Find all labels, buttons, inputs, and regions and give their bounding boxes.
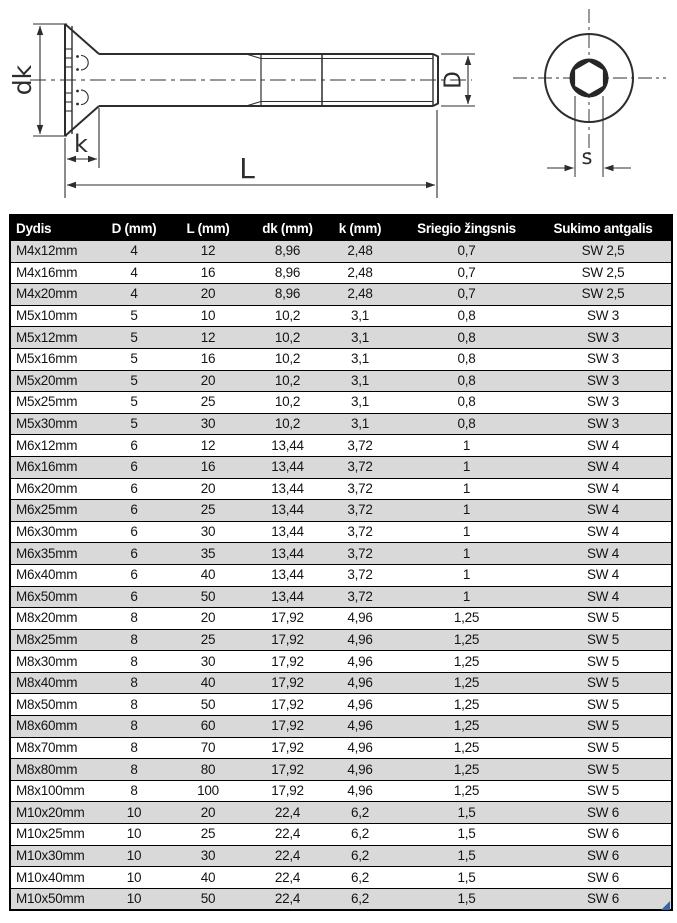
cell-value: 25 (200, 826, 216, 842)
cell-value: SW 3 (586, 308, 619, 324)
cell-value: 8 (130, 696, 138, 712)
cell-size: M4x12mm (16, 243, 78, 259)
table-row (10, 629, 672, 651)
cell-value: 1,25 (453, 718, 480, 734)
cell-value: 3,72 (347, 437, 373, 453)
table-row (10, 802, 672, 824)
cell-value: 8,96 (274, 286, 301, 302)
table-row (10, 284, 672, 306)
cell-size: M8x40mm (16, 675, 78, 691)
cell-value: SW 3 (586, 329, 619, 345)
cell-value: SW 5 (586, 761, 619, 777)
cell-value: 4,96 (347, 696, 373, 712)
cell-value: SW 5 (586, 653, 619, 669)
cell-value: 3,72 (347, 567, 373, 583)
cell-value: 17,92 (271, 631, 304, 647)
table-row (10, 564, 672, 586)
table-row (10, 327, 672, 349)
cell-value: 10 (126, 891, 142, 907)
cell-size: M6x30mm (16, 524, 78, 540)
cell-value: 17,92 (271, 718, 304, 734)
cell-size: M6x16mm (16, 459, 78, 475)
cell-value: 17,92 (271, 783, 304, 799)
column-header: L (mm) (163, 215, 253, 241)
cell-value: 13,44 (271, 545, 304, 561)
table-row (10, 370, 672, 392)
cell-value: SW 6 (586, 891, 619, 907)
cell-value: 20 (200, 480, 216, 496)
cell-size: M6x40mm (16, 567, 78, 583)
label-head-diameter: dk (8, 64, 37, 96)
cell-value: 0,8 (457, 394, 476, 410)
cell-value: 6 (130, 437, 138, 453)
cell-value: SW 3 (586, 351, 619, 367)
cell-value: 4,96 (347, 739, 373, 755)
table-row (10, 824, 672, 846)
cell-size: M10x40mm (16, 869, 85, 885)
cell-value: 17,92 (271, 696, 304, 712)
cell-value: 8 (130, 631, 138, 647)
cell-value: 40 (200, 567, 216, 583)
cell-value: 6 (130, 567, 138, 583)
label-total-length: L (239, 152, 255, 185)
table-row (10, 413, 672, 435)
cell-size: M10x20mm (16, 804, 85, 820)
cell-value: 13,44 (271, 588, 304, 604)
cell-value: SW 4 (586, 545, 619, 561)
cell-value: 3,1 (350, 351, 370, 367)
cell-value: 16 (200, 459, 216, 475)
cell-value: 50 (200, 696, 216, 712)
cell-value: 80 (200, 761, 216, 777)
cell-value: 1,5 (457, 826, 476, 842)
cell-value: 0,8 (457, 351, 476, 367)
cell-value: 20 (200, 804, 216, 820)
cell-value: 30 (200, 653, 216, 669)
cell-value: 1,25 (453, 696, 480, 712)
cell-value: SW 6 (586, 826, 619, 842)
cell-value: 100 (197, 783, 219, 799)
cell-value: 17,92 (271, 761, 304, 777)
cell-value: SW 4 (586, 480, 619, 496)
spec-table (9, 214, 673, 911)
cell-value: SW 6 (586, 804, 619, 820)
cell-value: 22,4 (274, 869, 301, 885)
cell-value: 8 (130, 783, 138, 799)
cell-value: 4 (130, 264, 138, 280)
cell-value: 1,25 (453, 610, 480, 626)
cell-size: M8x60mm (16, 718, 78, 734)
cell-size: M6x35mm (16, 545, 78, 561)
cell-value: 4 (130, 286, 138, 302)
cell-value: 13,44 (271, 437, 304, 453)
cell-value: 25 (200, 502, 216, 518)
cell-value: 6 (130, 502, 138, 518)
screw-diagram-svg (0, 0, 677, 213)
cell-value: 0,8 (457, 416, 476, 432)
cell-size: M10x25mm (16, 826, 85, 842)
cell-value: 10,2 (274, 351, 301, 367)
cell-value: 3,1 (350, 416, 370, 432)
cell-value: 8,96 (274, 243, 301, 259)
screw-side-view (30, 24, 472, 136)
cell-value: 8 (130, 610, 138, 626)
cell-value: 1 (462, 588, 471, 604)
cell-value: 30 (200, 416, 216, 432)
cell-value: 20 (200, 372, 216, 388)
cell-value: SW 2,5 (581, 264, 625, 280)
table-row (10, 780, 672, 802)
table-row (10, 888, 672, 910)
cell-value: 6 (130, 459, 138, 475)
cell-value: 3,1 (350, 308, 370, 324)
cell-value: 0,7 (457, 243, 476, 259)
cell-value: 25 (200, 394, 216, 410)
cell-size: M8x50mm (16, 696, 78, 712)
cell-value: 8 (130, 653, 138, 669)
spec-table-container (9, 214, 673, 911)
cell-value: 4,96 (347, 783, 373, 799)
cell-value: 5 (130, 416, 138, 432)
cell-value: 2,48 (347, 286, 373, 302)
cell-value: 3,72 (347, 459, 373, 475)
cell-value: SW 4 (586, 437, 619, 453)
table-row (10, 543, 672, 565)
cell-value: SW 5 (586, 610, 619, 626)
cell-value: 0,8 (457, 329, 476, 345)
cell-value: 1,25 (453, 739, 480, 755)
table-row (10, 651, 672, 673)
cell-value: 3,1 (350, 372, 370, 388)
cell-value: 4,96 (347, 675, 373, 691)
cell-value: 1,5 (457, 847, 476, 863)
cell-value: 4,96 (347, 761, 373, 777)
cell-size: M8x70mm (16, 739, 78, 755)
cell-value: 0,8 (457, 308, 476, 324)
cell-value: SW 5 (586, 675, 619, 691)
cell-value: 10 (126, 826, 142, 842)
cell-value: 16 (200, 264, 216, 280)
cell-value: 1,25 (453, 783, 480, 799)
cell-value: 2,48 (347, 264, 373, 280)
cell-value: SW 4 (586, 502, 619, 518)
cell-value: 6 (130, 480, 138, 496)
cell-value: 1,25 (453, 653, 480, 669)
cell-value: 13,44 (271, 480, 304, 496)
cell-size: M5x25mm (16, 394, 78, 410)
cell-value: 5 (130, 394, 138, 410)
cell-value: 6 (130, 588, 138, 604)
cell-value: 1,25 (453, 761, 480, 777)
cell-value: 17,92 (271, 610, 304, 626)
column-header: dk (mm) (253, 215, 322, 241)
cell-value: 3,72 (347, 480, 373, 496)
cell-value: 4,96 (347, 718, 373, 734)
cell-value: 4,96 (347, 653, 373, 669)
cell-value: SW 3 (586, 372, 619, 388)
cell-value: 6,2 (350, 847, 370, 863)
screw-front-view (513, 9, 666, 177)
cell-size: M6x12mm (16, 437, 78, 453)
cell-value: 12 (200, 329, 216, 345)
cell-value: 30 (200, 524, 216, 540)
cell-value: 10,2 (274, 308, 301, 324)
spec-table-body (10, 241, 672, 911)
cell-value: 35 (200, 545, 216, 561)
cell-value: 10,2 (274, 329, 301, 345)
cell-size: M5x20mm (16, 372, 78, 388)
cell-value: 1,25 (453, 631, 480, 647)
column-header: Dydis (10, 215, 105, 241)
column-header: k (mm) (322, 215, 398, 241)
cell-value: 8,96 (274, 264, 301, 280)
table-row (10, 456, 672, 478)
table-row (10, 672, 672, 694)
cell-size: M8x30mm (16, 653, 78, 669)
cell-value: 3,1 (350, 394, 370, 410)
table-row (10, 305, 672, 327)
cell-value: 1,25 (453, 675, 480, 691)
cell-value: SW 4 (586, 567, 619, 583)
cell-value: 22,4 (274, 804, 301, 820)
cell-value: 5 (130, 329, 138, 345)
table-row (10, 262, 672, 284)
cell-size: M6x25mm (16, 502, 78, 518)
table-row (10, 759, 672, 781)
cell-value: 10 (126, 804, 142, 820)
table-row (10, 845, 672, 867)
cell-value: 1 (462, 502, 471, 518)
cell-value: SW 6 (586, 869, 619, 885)
cell-size: M6x50mm (16, 588, 78, 604)
table-row (10, 867, 672, 889)
cell-value: 3,72 (347, 502, 373, 518)
table-row (10, 737, 672, 759)
cell-value: 10 (126, 847, 142, 863)
cell-value: 13,44 (271, 502, 304, 518)
cell-value: 16 (200, 351, 216, 367)
cell-value: 1,5 (457, 804, 476, 820)
cell-value: SW 5 (586, 739, 619, 755)
cell-size: M8x20mm (16, 610, 78, 626)
label-shank-diameter: D (440, 71, 467, 89)
cell-value: 13,44 (271, 459, 304, 475)
cell-value: 1 (462, 459, 471, 475)
cell-size: M8x80mm (16, 761, 78, 777)
cell-size: M8x100mm (16, 783, 85, 799)
cell-value: SW 4 (586, 524, 619, 540)
table-row (10, 694, 672, 716)
cell-value: 0,7 (457, 264, 476, 280)
screw-technical-drawing (0, 0, 677, 213)
cell-value: 6 (130, 524, 138, 540)
cell-size: M5x12mm (16, 329, 78, 345)
cell-value: SW 2,5 (581, 243, 625, 259)
cell-value: 6 (130, 545, 138, 561)
cell-value: 1 (462, 567, 471, 583)
cell-value: 13,44 (271, 567, 304, 583)
cell-value: 5 (130, 372, 138, 388)
cell-value: 4 (130, 243, 138, 259)
cell-value: 5 (130, 351, 138, 367)
cell-size: M5x30mm (16, 416, 78, 432)
label-head-height: k (74, 130, 88, 158)
cell-size: M4x16mm (16, 264, 78, 280)
cell-value: 2,48 (347, 243, 373, 259)
cell-value: SW 4 (586, 588, 619, 604)
cell-value: SW 5 (586, 696, 619, 712)
cell-value: 5 (130, 308, 138, 324)
cell-value: 8 (130, 739, 138, 755)
cell-value: 1 (462, 545, 471, 561)
cell-value: 17,92 (271, 653, 304, 669)
table-row (10, 716, 672, 738)
cell-value: 17,92 (271, 675, 304, 691)
cell-value: 12 (200, 243, 216, 259)
cell-value: 30 (200, 847, 216, 863)
cell-value: 20 (200, 286, 216, 302)
column-header: D (mm) (105, 215, 163, 241)
table-row (10, 478, 672, 500)
cell-value: 50 (200, 891, 216, 907)
cell-value: 40 (200, 869, 216, 885)
table-row (10, 392, 672, 414)
cell-size: M10x50mm (16, 891, 85, 907)
header-row (10, 215, 672, 241)
table-row (10, 500, 672, 522)
cell-value: 22,4 (274, 826, 301, 842)
cell-value: 10,2 (274, 416, 301, 432)
cell-value: 8 (130, 675, 138, 691)
cell-value: SW 5 (586, 783, 619, 799)
cell-value: 10 (126, 869, 142, 885)
table-row (10, 608, 672, 630)
cell-value: 3,72 (347, 588, 373, 604)
cell-size: M5x16mm (16, 351, 78, 367)
column-header: Sriegio žingsnis (398, 215, 535, 241)
cell-value: SW 3 (586, 416, 619, 432)
cell-value: 1,5 (457, 869, 476, 885)
cell-value: SW 3 (586, 394, 619, 410)
cell-value: 4,96 (347, 610, 373, 626)
cell-value: 10,2 (274, 372, 301, 388)
cell-value: 6,2 (350, 869, 370, 885)
cell-value: 60 (200, 718, 216, 734)
cell-value: 6,2 (350, 826, 370, 842)
cell-value: 13,44 (271, 524, 304, 540)
cell-value: 8 (130, 718, 138, 734)
cell-value: 40 (200, 675, 216, 691)
table-row (10, 586, 672, 608)
cell-value: 10 (200, 308, 216, 324)
cell-value: 4,96 (347, 631, 373, 647)
cell-value: 3,72 (347, 545, 373, 561)
cell-size: M8x25mm (16, 631, 78, 647)
cell-value: 50 (200, 588, 216, 604)
cell-value: 1 (462, 480, 471, 496)
cell-value: 8 (130, 761, 138, 777)
cell-value: SW 2,5 (581, 286, 625, 302)
table-row (10, 521, 672, 543)
cell-value: 0,8 (457, 372, 476, 388)
table-row (10, 241, 672, 263)
cell-value: 6,2 (350, 804, 370, 820)
fill-handle-corner (661, 901, 670, 910)
cell-value: 20 (200, 610, 216, 626)
cell-value: 6,2 (350, 891, 370, 907)
cell-size: M5x10mm (16, 308, 78, 324)
cell-value: SW 6 (586, 847, 619, 863)
cell-value: 12 (200, 437, 216, 453)
column-header: Sukimo antgalis (535, 215, 672, 241)
cell-value: 3,72 (347, 524, 373, 540)
cell-size: M6x20mm (16, 480, 78, 496)
cell-value: 25 (200, 631, 216, 647)
cell-value: 22,4 (274, 847, 301, 863)
cell-value: 1 (462, 524, 471, 540)
cell-value: 17,92 (271, 739, 304, 755)
cell-value: SW 5 (586, 631, 619, 647)
cell-size: M4x20mm (16, 286, 78, 302)
cell-value: 1,5 (457, 891, 476, 907)
cell-value: 3,1 (350, 329, 370, 345)
label-socket-size: s (581, 145, 593, 169)
cell-value: 0,7 (457, 286, 476, 302)
cell-size: M10x30mm (16, 847, 85, 863)
cell-value: 22,4 (274, 891, 301, 907)
cell-value: 70 (200, 739, 216, 755)
cell-value: 10,2 (274, 394, 301, 410)
table-row (10, 348, 672, 370)
cell-value: SW 4 (586, 459, 619, 475)
cell-value: SW 5 (586, 718, 619, 734)
cell-value: 1 (462, 437, 471, 453)
table-row (10, 435, 672, 457)
